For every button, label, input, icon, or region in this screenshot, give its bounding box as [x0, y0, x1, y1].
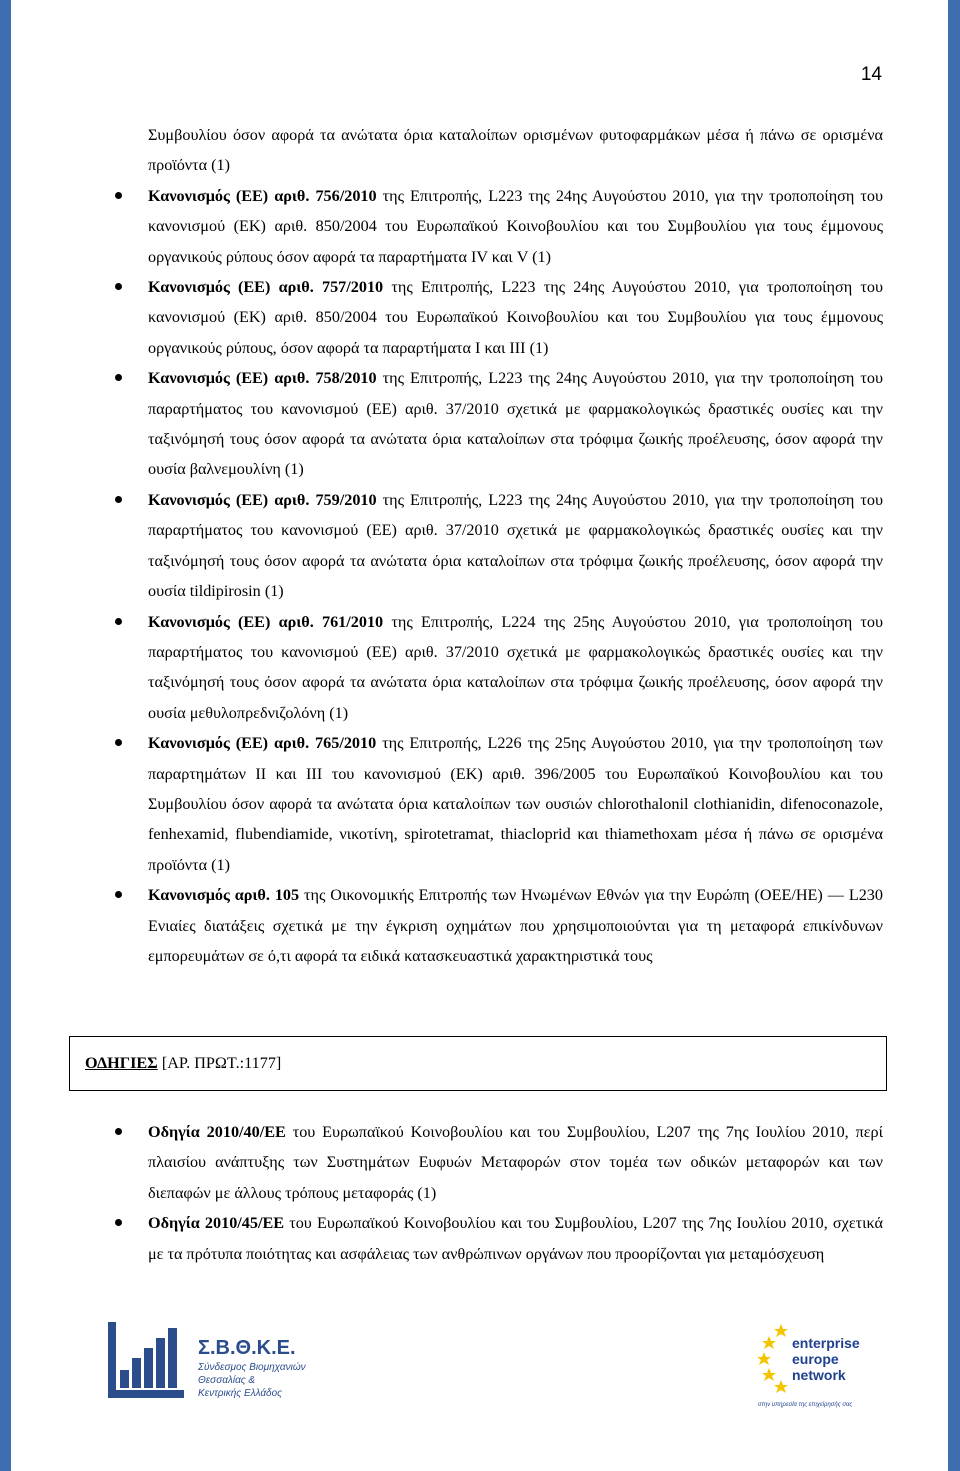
een-line1: enterprise — [792, 1335, 860, 1351]
sbtke-name-line2: Θεσσαλίας & — [198, 1375, 256, 1386]
page-number: 14 — [860, 64, 882, 85]
section-title — [85, 1053, 281, 1073]
list-item — [148, 728, 883, 880]
regulations-section — [148, 120, 883, 971]
list-item — [148, 1117, 883, 1208]
een-tagline: στην υπηρεσία της επιχείρησής σας — [758, 1402, 853, 1408]
regulation-text: της Επιτροπής, L223 της 24ης Αυγούστου 2010, για την τροποποίηση του παραρτήματος του κανονισμού (ΕΕ) αριθ. 37/2010 σχετικά με φαρμακολογικώς δραστικές ουσίες και την ταξινόμησή τους όσον αφορά τα ανώτατα όρια καταλοίπων στα τρόφιμα ζωικής προέλευσης, όσον αφορά την ουσία βαλνεμουλίνη (1) — [148, 369, 883, 479]
regulation-ref: Κανονισμός (ΕΕ) αριθ. 761/2010 — [148, 612, 384, 631]
page-border-left — [0, 0, 11, 1471]
regulation-ref: Κανονισμός (ΕΕ) αριθ. 757/2010 — [148, 278, 384, 297]
intro-continuation: Συμβουλίου όσον αφορά τα ανώτατα όρια καταλοίπων ορισμένων φυτοφαρμάκων μέσα ή πάνω σε ορισμένα προϊόντα (1) — [148, 126, 883, 175]
list-item — [148, 1208, 883, 1269]
regulation-ref: Κανονισμός (ΕΕ) αριθ. 759/2010 — [148, 490, 377, 509]
regulation-text: της Οικονομικής Επιτροπής των Ηνωμένων Εθνών για την Ευρώπη (ΟΕΕ/ΗΕ) — L230 Ενιαίες διατάξεις σχετικά με την έγκριση οχημάτων που χρησιμοποιούνται για τη μεταφορά επικίνδυνων εμπορευμάτων σε ό,τι αφορά τα ειδικά κατασκευαστικά χαρακτηριστικά τους — [148, 886, 883, 965]
list-item — [148, 880, 883, 971]
footer — [0, 1318, 960, 1408]
regulation-text: της Επιτροπής, L223 της 24ης Αυγούστου 2010, για τροποποίηση του κανονισμού (ΕΚ) αριθ. 850/2004 του Ευρωπαϊκού Κοινοβουλίου και του Συμβουλίου για τους έμμονους οργανικούς ρύπους, όσον αφορά τα παραρτήματα I και III (1) — [148, 278, 884, 357]
list-item — [148, 363, 883, 485]
een-logo — [756, 1318, 866, 1410]
list-item — [148, 607, 883, 729]
list-item — [148, 272, 883, 363]
regulation-text: της Επιτροπής, L226 της 25ης Αυγούστου 2010, για την τροποποίηση των παραρτημάτων II και III του κανονισμού (ΕΚ) αριθ. 396/2005 του Ευρωπαϊκού Κοινοβουλίου και του Συμβουλίου όσον αφορά τα ανώτατα όρια καταλοίπων των ουσιών chlorothalonil clothianidin, difenoconazole, fenhexamid, flubendiamide, νικοτίνη, spirotetramat, thiacloprid και thiamethoxam μέσα ή πάνω σε ορισμένα προϊόντα (1) — [148, 734, 883, 874]
regulation-ref: Κανονισμός αριθ. 105 — [148, 886, 300, 905]
directive-text: του Ευρωπαϊκού Κοινοβουλίου και του Συμβουλίου, L207 της 7ης Ιουλίου 2010, σχετικά με τα πρότυπα ποιότητας και ασφάλειας των ανθρώπινων οργάνων που προορίζονται για μεταμόσχευση — [148, 1214, 883, 1263]
sbtke-name-line1: Σύνδεσμος Βιομηχανιών — [198, 1362, 306, 1373]
section-code: [ΑΡ. ΠΡΩΤ.:1177] — [157, 1054, 282, 1072]
section-title-label: ΟΔΗΓΙΕΣ — [85, 1054, 158, 1072]
directive-ref: Οδηγία 2010/45/ΕΕ — [148, 1214, 285, 1233]
een-stars-icon — [757, 1324, 788, 1393]
een-line3: network — [792, 1367, 846, 1383]
directives-section-header — [69, 1036, 887, 1091]
directive-text: του Ευρωπαϊκού Κοινοβουλίου και του Συμβουλίου, L207 της 7ης Ιουλίου 2010, περί πλαισίου ανάπτυξης των Συστημάτων Ευφυών Μεταφορών στον τομέα των οδικών μεταφορών και των διεπαφών με άλλους τρόπους μεταφοράς (1) — [148, 1123, 883, 1202]
regulation-text: της Επιτροπής, L224 της 25ης Αυγούστου 2010, για τροποποίηση του παραρτήματος του κανονισμού (ΕΕ) αριθ. 37/2010 σχετικά με φαρμακολογικώς δραστικές ουσίες και την ταξινόμησή τους όσον αφορά τα ανώτατα όρια καταλοίπων στα τρόφιμα ζωικής προέλευσης, όσον αφορά την ουσία μεθυλοπρεδνιζολόνη (1) — [148, 612, 884, 722]
een-line2: europe — [792, 1351, 839, 1367]
page-border-right — [948, 0, 960, 1471]
directives-section — [148, 1117, 883, 1269]
regulation-ref: Κανονισμός (ΕΕ) αριθ. 758/2010 — [148, 369, 377, 388]
directives-list — [148, 1117, 883, 1269]
directive-ref: Οδηγία 2010/40/ΕΕ — [148, 1123, 286, 1141]
sbtke-name-line3: Κεντρικής Ελλάδος — [198, 1388, 283, 1399]
list-item — [148, 181, 883, 272]
sbtke-logo — [108, 1322, 338, 1402]
regulations-list — [148, 181, 883, 972]
list-item — [148, 485, 883, 607]
regulation-ref: Κανονισμός (ΕΕ) αριθ. 756/2010 — [148, 186, 377, 205]
regulation-text: της Επιτροπής, L223 της 24ης Αυγούστου 2010, για την τροποποίηση του παραρτήματος του κανονισμού (ΕΕ) αριθ. 37/2010 σχετικά με φαρμακολογικώς δραστικές ουσίες και την ταξινόμησή τους όσον αφορά τα ανώτατα όρια καταλοίπων στα τρόφιμα ζωικής προέλευσης, όσον αφορά την ουσία tildipirosin (1) — [148, 490, 883, 601]
regulation-ref: Κανονισμός (ΕΕ) αριθ. 765/2010 — [148, 734, 377, 753]
sbtke-acronym: Σ.Β.Θ.Κ.Ε. — [198, 1337, 296, 1359]
regulation-text: της Επιτροπής, L223 της 24ης Αυγούστου 2010, για την τροποποίηση του κανονισμού (ΕΚ) αριθ. 850/2004 του Ευρωπαϊκού Κοινοβουλίου και του Συμβουλίου για τους έμμονους οργανικούς ρύπους όσον αφορά τα παραρτήματα IV και V (1) — [148, 186, 883, 266]
